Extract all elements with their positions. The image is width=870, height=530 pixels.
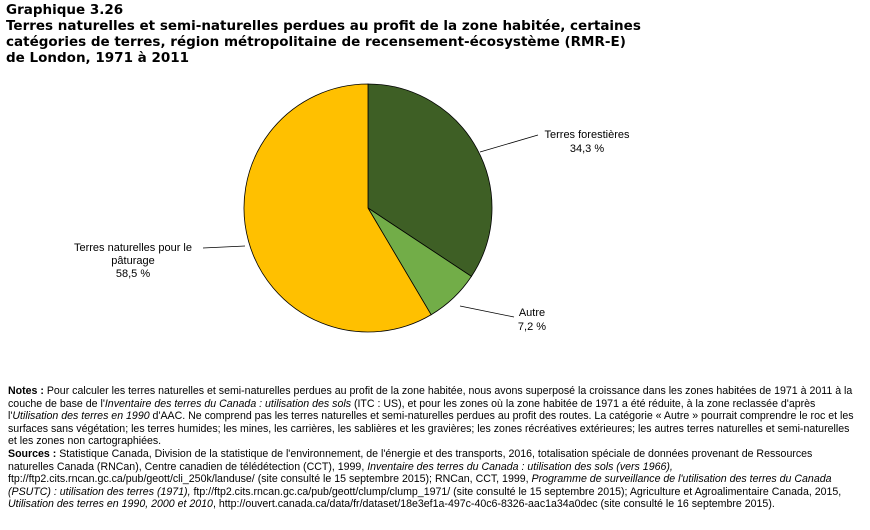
sources-text-4: , http://ouvert.canada.ca/data/fr/dataset/18e3ef1a-497c-40c6-8326-aac1a34a0dec (site consulté le 16 septembre 2015).	[212, 498, 775, 511]
leader-line-forest	[480, 135, 538, 152]
notes-text-2: (ITC : US), et pour les zones où la zone habitée de 1971 a été réduite, à la zone reclassée d'après l'	[8, 397, 816, 423]
sources-italic-2: Programme de surveillance de l'utilisation des terres du Canada (PSUTC) : utilisation des terres (1971),	[8, 473, 832, 498]
pie-slices	[244, 84, 492, 332]
notes-paragraph	[8, 385, 860, 448]
sources-italic-3: Utilisation des terres en 1990, 2000 et 2010	[8, 498, 213, 511]
label-pasture-2: pâturage	[111, 255, 155, 267]
notes-label: Notes :	[8, 385, 44, 397]
sources-text-3: ftp://ftp2.cits.rncan.gc.ca/pub/geott/clump/clump_1971/ (site consulté le 15 septembre 2015); Agriculture et Agroalimentaire Canada, 2015,	[190, 485, 842, 498]
sources-italic-1: Inventaire des terres du Canada : utilisation des sols (vers 1966),	[367, 460, 673, 473]
sources-paragraph	[8, 448, 860, 511]
notes-text-3: d'AAC. Ne comprend pas les terres naturelles et semi-naturelles perdues au profit des routes. La catégorie « Autre » pourrait comprendre le roc et les surfaces sans végétation; les terres humides; les mines, les carrières, les sablières et les gravières; les zones récréatives extérieures; les autres terres naturelles et semi-naturelles et les zones non cartographiées.	[8, 410, 854, 448]
notes-section	[8, 385, 860, 511]
leader-line-pasture	[203, 246, 245, 248]
chart-header	[6, 2, 646, 66]
sources-text-2: ftp://ftp2.cits.rncan.gc.ca/pub/geott/cli_250k/landuse/ (site consulté le 15 septembre 2015); RNCan, CCT, 1999,	[8, 473, 532, 486]
value-pasture: 58,5 %	[115, 268, 151, 280]
pie-chart	[0, 60, 870, 360]
notes-italic-1: Inventaire des terres du Canada : utilisation des sols	[104, 397, 352, 410]
sources-text-1: Statistique Canada, Division de la statistique de l'environnement, de l'énergie et des transports, 2016, totalisation spéciale de données provenant de Ressources naturelles Canada (RNCan), Centre canadien de télédétection (CCT), 1999,	[8, 447, 813, 473]
value-forest: 34,3 %	[569, 143, 605, 155]
label-other: Autre	[518, 307, 546, 319]
chart-number: Graphique 3.26	[6, 2, 124, 18]
notes-italic-2: Utilisation des terres en 1990	[12, 410, 150, 423]
notes-text-1: Pour calculer les terres naturelles et semi-naturelles perdues au profit de la zone habitée, nous avons superposé la croissance dans les zones habitées de 1971 à 2011 à la couche de base de l'	[8, 385, 853, 410]
sources-label: Sources :	[8, 447, 57, 460]
chart-title: Terres naturelles et semi-naturelles perdues au profit de la zone habitée, certaines catégories de terres, région métropolitaine de recensement-écosystème (RMR-E) de London, 1971 à 2011	[6, 18, 641, 66]
value-other: 7,2 %	[517, 321, 547, 333]
label-forest: Terres forestières	[544, 129, 630, 141]
label-pasture-1: Terres naturelles pour le	[73, 242, 193, 254]
leader-line-other	[460, 306, 514, 317]
